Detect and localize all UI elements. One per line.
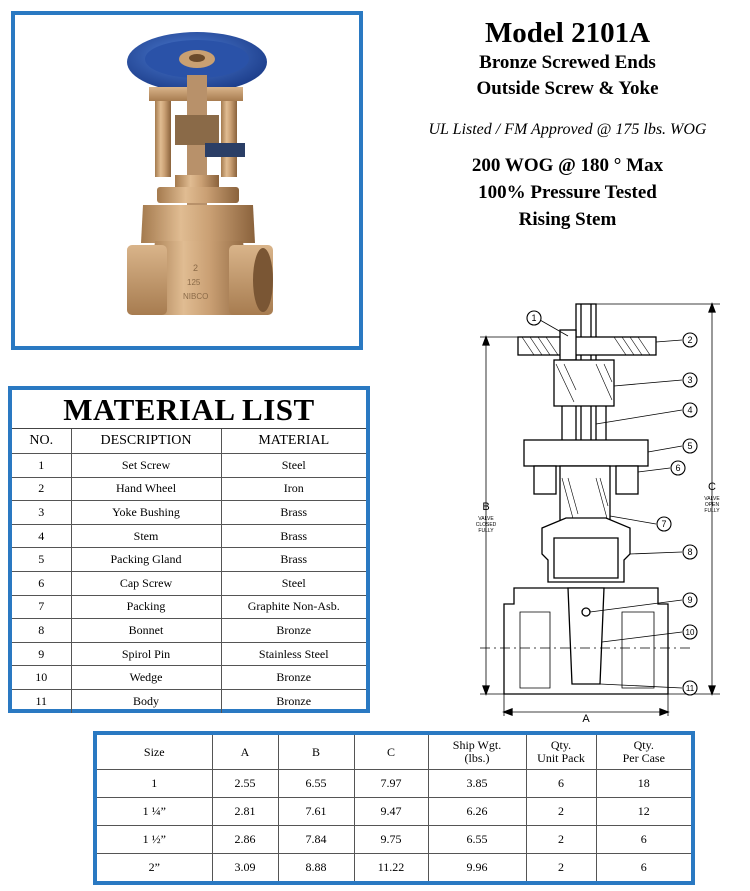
part-number: 1 <box>12 454 71 478</box>
table-row <box>12 454 366 478</box>
part-description: Cap Screw <box>71 571 221 595</box>
material-list-panel <box>8 386 370 713</box>
table-row <box>97 770 691 798</box>
callout-10: 10 <box>685 628 695 637</box>
dim-a-cell: 2.86 <box>212 826 278 854</box>
dim-b-cell: 7.61 <box>278 798 354 826</box>
callout-6: 6 <box>675 463 681 473</box>
column-header-per-case <box>596 735 691 770</box>
dimension-b-note-2: CLOSED <box>475 522 497 528</box>
part-material: Stainless Steel <box>221 642 366 666</box>
dimension-a-label: A <box>582 713 590 724</box>
part-description: Packing <box>71 595 221 619</box>
header-per-case-line1: Qty. <box>633 738 654 752</box>
part-material: Steel <box>221 454 366 478</box>
header-ship-weight-line2: (lbs.) <box>464 751 490 765</box>
part-number: 10 <box>12 666 71 690</box>
column-header-unit-pack <box>526 735 596 770</box>
table-row <box>97 798 691 826</box>
table-row <box>97 826 691 854</box>
callout-4: 4 <box>687 405 693 415</box>
part-number: 9 <box>12 642 71 666</box>
unit-pack-cell: 2 <box>526 854 596 881</box>
part-material: Steel <box>221 571 366 595</box>
dimension-b-note-1: VALVE <box>478 516 494 522</box>
unit-pack-cell: 2 <box>526 826 596 854</box>
table-row <box>12 548 366 572</box>
unit-pack-cell: 2 <box>526 798 596 826</box>
part-number: 6 <box>12 571 71 595</box>
part-material: Bronze <box>221 666 366 690</box>
table-row <box>12 689 366 712</box>
size-table-header-row <box>97 735 691 770</box>
table-row <box>12 477 366 501</box>
column-header-no: NO. <box>12 429 71 454</box>
dimension-c-note-2: OPEN <box>704 502 720 508</box>
per-case-cell: 18 <box>596 770 691 798</box>
part-description: Hand Wheel <box>71 477 221 501</box>
part-material: Bronze <box>221 619 366 643</box>
dim-b-cell: 8.88 <box>278 854 354 881</box>
part-number: 11 <box>12 689 71 712</box>
callout-2: 2 <box>687 335 693 345</box>
callout-9: 9 <box>687 595 693 605</box>
table-row <box>12 524 366 548</box>
size-cell: 1 ½” <box>97 826 212 854</box>
stem-type: Rising Stem <box>518 209 617 230</box>
part-description: Packing Gland <box>71 548 221 572</box>
table-row <box>12 666 366 690</box>
callout-3: 3 <box>687 375 693 385</box>
subtitle-ends: Bronze Screwed Ends <box>479 52 656 73</box>
header-unit-pack-line2: Unit Pack <box>537 751 585 765</box>
per-case-cell: 6 <box>596 826 691 854</box>
column-header-a <box>212 735 278 770</box>
ship-weight-cell: 9.96 <box>428 854 526 881</box>
dim-b-cell: 7.84 <box>278 826 354 854</box>
column-header-description: DESCRIPTION <box>71 429 221 454</box>
part-material: Brass <box>221 501 366 525</box>
size-cell: 2” <box>97 854 212 881</box>
subtitle-yoke: Outside Screw & Yoke <box>476 78 659 99</box>
part-description: Yoke Bushing <box>71 501 221 525</box>
part-material: Iron <box>221 477 366 501</box>
per-case-cell: 6 <box>596 854 691 881</box>
header-unit-pack-line1: Qty. <box>550 738 572 752</box>
part-number: 3 <box>12 501 71 525</box>
ship-weight-cell: 6.55 <box>428 826 526 854</box>
part-description: Body <box>71 689 221 712</box>
model-title: Model 2101A <box>484 17 651 49</box>
callout-11: 11 <box>685 684 695 693</box>
ship-weight-cell: 3.85 <box>428 770 526 798</box>
dimension-c-note-1: VALVE <box>704 496 720 502</box>
dim-a-cell: 3.09 <box>212 854 278 881</box>
header-a-text: A <box>240 744 250 759</box>
unit-pack-cell: 6 <box>526 770 596 798</box>
part-description: Stem <box>71 524 221 548</box>
valve-body-shape <box>127 241 273 315</box>
svg-text:125: 125 <box>187 278 201 287</box>
header-c-text: C <box>386 744 395 759</box>
per-case-cell: 12 <box>596 798 691 826</box>
yoke-shape <box>149 75 245 205</box>
pressure-rating: 200 WOG @ 180 ° Max <box>471 155 664 176</box>
table-row <box>12 571 366 595</box>
dim-c-cell: 9.47 <box>354 798 428 826</box>
material-list-header-row <box>12 429 366 454</box>
product-photo-frame <box>11 11 363 350</box>
header-per-case-line2: Per Case <box>622 751 665 765</box>
part-number: 8 <box>12 619 71 643</box>
column-header-b <box>278 735 354 770</box>
header-b-text: B <box>311 744 320 759</box>
dimension-b-label: B <box>482 501 490 513</box>
part-material: Brass <box>221 548 366 572</box>
gate-valve-photo <box>15 15 359 346</box>
part-description: Spirol Pin <box>71 642 221 666</box>
size-table-panel <box>93 731 695 885</box>
part-number: 4 <box>12 524 71 548</box>
dim-b-cell: 6.55 <box>278 770 354 798</box>
table-row <box>12 642 366 666</box>
dim-c-cell: 7.97 <box>354 770 428 798</box>
column-header-size <box>97 735 212 770</box>
dimension-b-note-3: FULLY <box>478 528 494 534</box>
size-cell: 1 <box>97 770 212 798</box>
title-block <box>390 14 745 233</box>
dimension-c-note-3: FULLY <box>704 508 720 514</box>
part-number: 5 <box>12 548 71 572</box>
dim-a-cell: 2.81 <box>212 798 278 826</box>
diagram-drawing <box>450 292 745 724</box>
pressure-tested-note: 100% Pressure Tested <box>478 182 657 203</box>
table-row <box>12 619 366 643</box>
ship-weight-cell: 6.26 <box>428 798 526 826</box>
dim-c-cell: 11.22 <box>354 854 428 881</box>
table-row <box>12 595 366 619</box>
callout-7: 7 <box>661 519 667 529</box>
header-ship-weight-line1: Ship Wgt. <box>452 738 502 752</box>
part-description: Wedge <box>71 666 221 690</box>
part-description: Bonnet <box>71 619 221 643</box>
callout-8: 8 <box>687 547 693 557</box>
header-size-text: Size <box>143 744 165 759</box>
dimension-c-label: C <box>708 481 716 493</box>
part-material: Bronze <box>221 689 366 712</box>
size-table <box>97 735 691 881</box>
part-material: Graphite Non-Asb. <box>221 595 366 619</box>
table-row <box>97 854 691 881</box>
dim-a-cell: 2.55 <box>212 770 278 798</box>
bonnet-shape <box>141 187 255 243</box>
table-row <box>12 501 366 525</box>
dim-c-cell: 9.75 <box>354 826 428 854</box>
part-description: Set Screw <box>71 454 221 478</box>
column-header-material: MATERIAL <box>221 429 366 454</box>
part-number: 2 <box>12 477 71 501</box>
column-header-c <box>354 735 428 770</box>
part-material: Brass <box>221 524 366 548</box>
callout-5: 5 <box>687 441 693 451</box>
callout-1: 1 <box>531 313 537 323</box>
svg-text:NIBCO: NIBCO <box>183 292 209 301</box>
approval-note: UL Listed / FM Approved @ 175 lbs. WOG <box>428 121 707 138</box>
column-header-ship-weight <box>428 735 526 770</box>
svg-text:2: 2 <box>193 263 199 273</box>
part-number: 7 <box>12 595 71 619</box>
size-cell: 1 ¼” <box>97 798 212 826</box>
material-list-table <box>12 429 366 713</box>
valve-cross-section-diagram <box>450 292 745 724</box>
material-list-title: MATERIAL LIST <box>12 390 366 429</box>
